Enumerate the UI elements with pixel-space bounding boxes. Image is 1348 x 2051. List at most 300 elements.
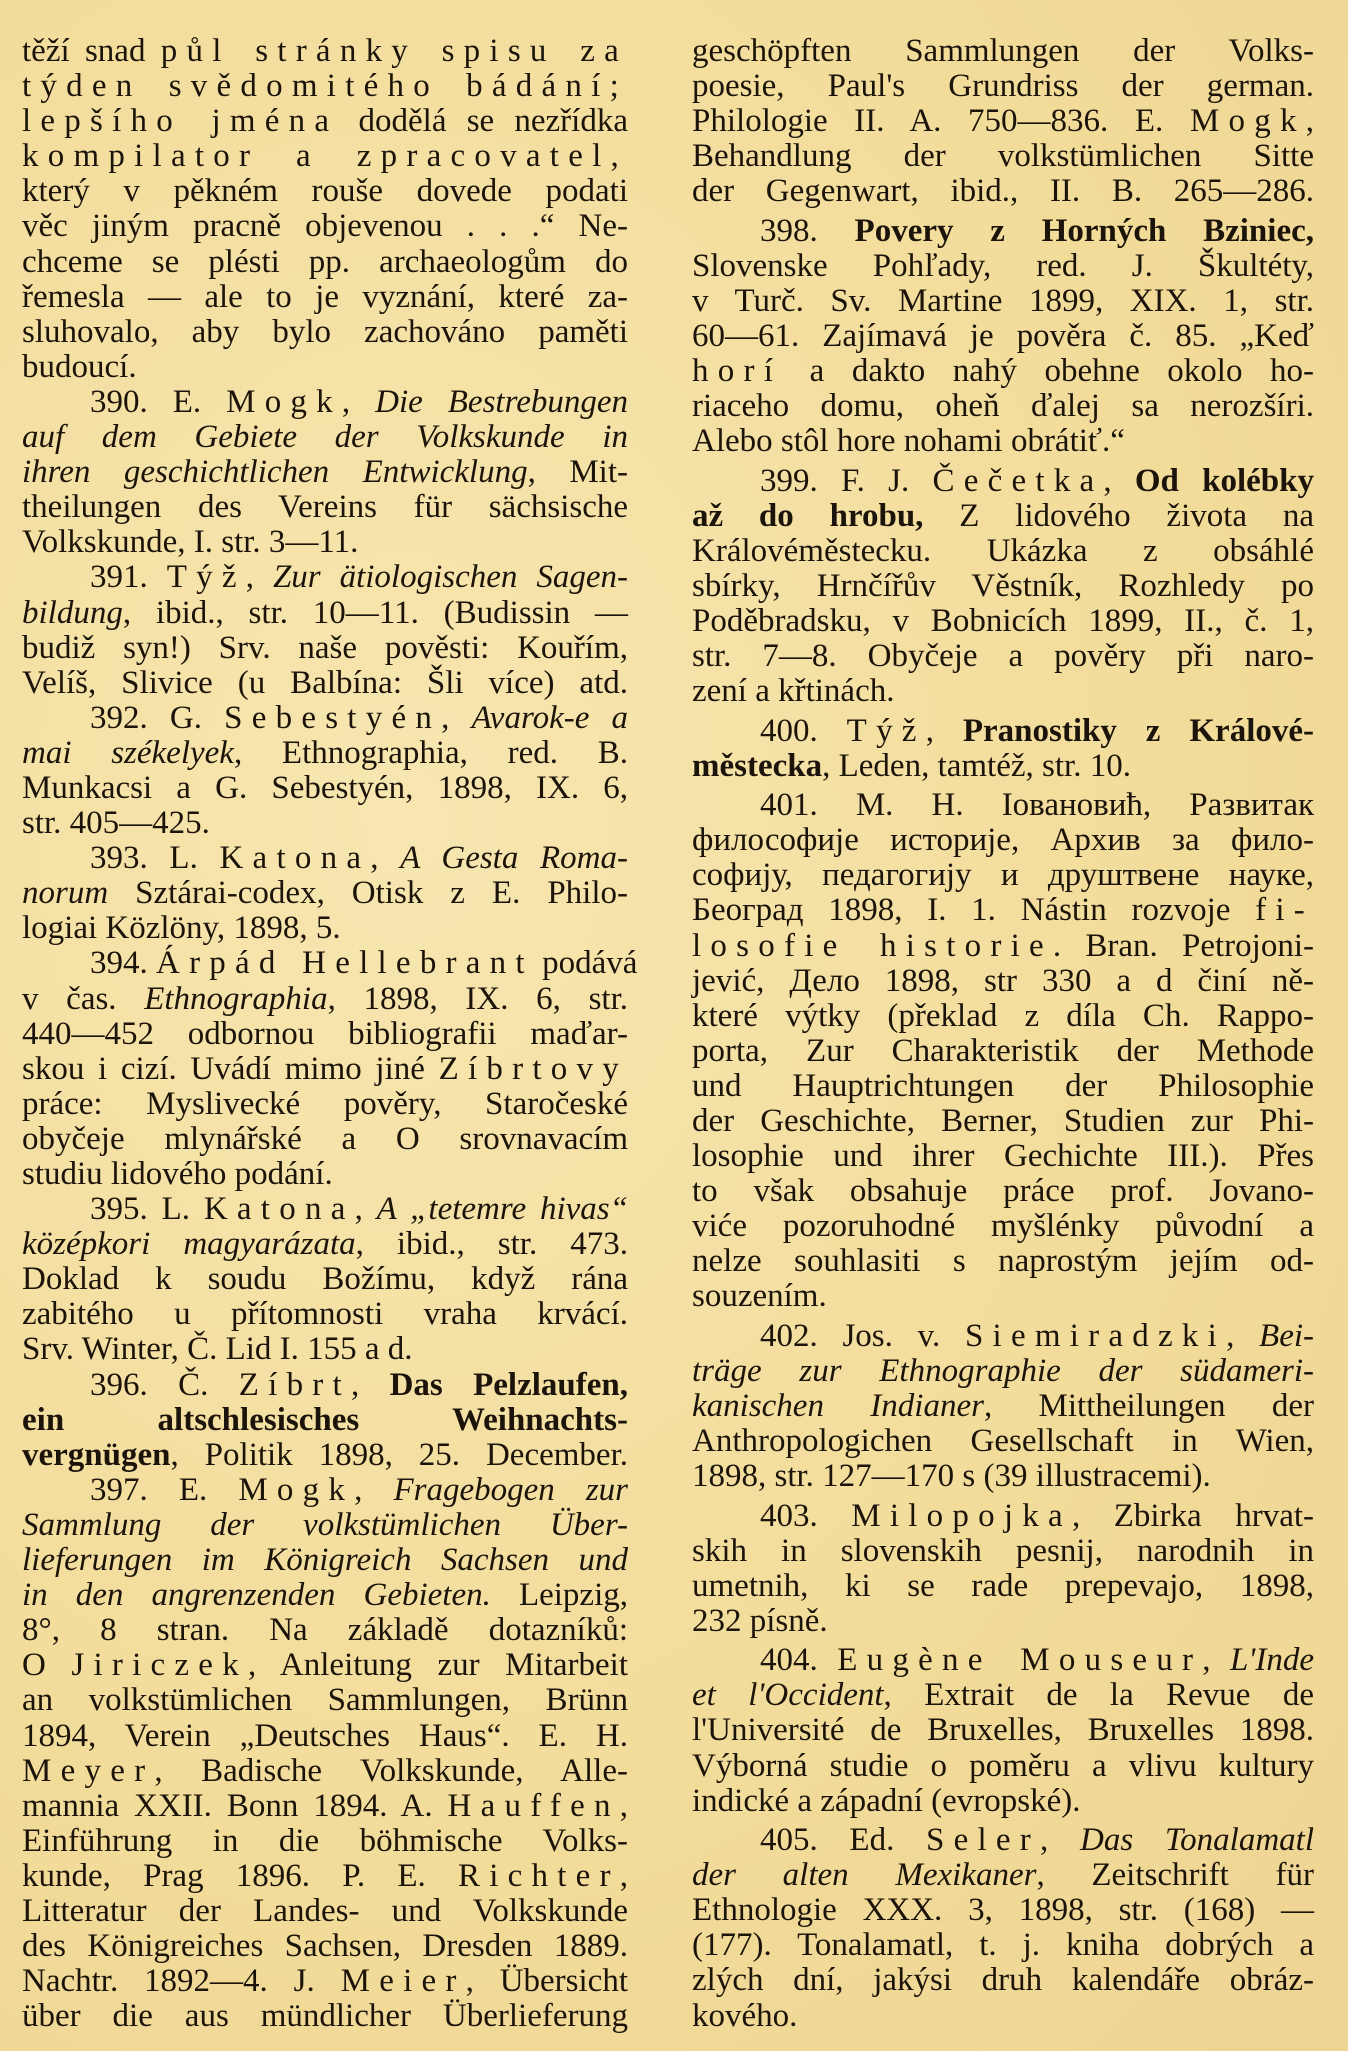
text-run: riaceho domu, oheň ďalej sa nerozšíri. (692, 388, 1314, 425)
text-run: , (441, 699, 472, 736)
text-line (22, 69, 628, 104)
text-run: a dakto nahý obehne okolo ho- (782, 353, 1314, 390)
text-line (692, 1389, 1314, 1424)
text-run: . Bran. Petrojoni- (1052, 927, 1315, 964)
text-line (692, 1858, 1314, 1893)
text-run: Behandlung der volkstümlichen Sitte (692, 138, 1314, 175)
text-line (692, 823, 1314, 858)
text-run: der Geschichte, Berner, Studien zur Phi- (692, 1103, 1314, 1139)
text-run: v čas. (22, 980, 145, 1017)
entry-first-line (22, 1368, 628, 1403)
italic-title: et l'Occident (692, 1677, 884, 1714)
bold-title: vergnügen (22, 1436, 171, 1473)
text-line (692, 174, 1314, 209)
text-run: zlých dní, jakýsi druh kalendáře obráz- (692, 1962, 1314, 1999)
text-line (22, 1929, 628, 1964)
text-line (22, 1508, 628, 1543)
text-line (22, 1438, 628, 1473)
text-line (692, 499, 1314, 534)
text-run: který v pěkném rouše dovede podati (22, 173, 628, 210)
bold-title: ein altschlesisches Weihnachts- (22, 1401, 628, 1438)
text-line (22, 1789, 628, 1824)
text-run: poesie, Paul's Grundriss der german. (692, 68, 1314, 105)
text-line (22, 1052, 628, 1087)
text-run: über die aus mündlicher Überlieferung (22, 1998, 628, 2035)
text-line (692, 964, 1314, 999)
italic-title: lieferungen im Königreich Sachsen und (22, 1542, 628, 1579)
text-run: , Leden, tamtéž, str. 10. (822, 747, 1131, 784)
text-line (692, 749, 1314, 784)
text-line (692, 1534, 1314, 1569)
entry-first-line (22, 1473, 628, 1508)
text-run: jević, Дело 1898, str 330 a d činí ně- (692, 962, 1314, 999)
text-run: které výtky (překlad z díla Ch. Rappo- (692, 997, 1314, 1034)
text-line (22, 1719, 628, 1754)
italic-title: mai székelyek (22, 734, 234, 771)
entry-first-line (692, 1823, 1314, 1858)
text-run: Slovenske Pohľady, red. J. Škultéty, (692, 247, 1314, 284)
italic-title: träge zur Ethnographie der südameri- (692, 1352, 1314, 1389)
bold-title: městecka (692, 747, 823, 784)
spaced-name: Zíbrtovy (438, 1050, 628, 1087)
text-run: 232 písně. (692, 1602, 828, 1639)
text-line (22, 350, 628, 385)
entry-first-line (22, 701, 628, 736)
spaced-name: fi- (1255, 892, 1314, 929)
text-run: sbírky, Hrnčířův Věstník, Rozhledy po (692, 568, 1314, 604)
spaced-name: Seler (926, 1822, 1041, 1859)
text-run: 400. (760, 712, 847, 749)
entry-first-line (692, 1643, 1314, 1678)
text-run: Alebo stôl hore nohami obrátiť.“ (692, 423, 1125, 460)
text-line (22, 1543, 628, 1578)
text-line (22, 1683, 628, 1718)
italic-title: Zur ätiologischen Sagen- (272, 559, 628, 596)
text-line (22, 911, 628, 946)
text-run: losophie und ihrer Gechichte III.). Přes (692, 1138, 1314, 1175)
text-line (692, 1749, 1314, 1784)
text-run: 399. F. J. (760, 462, 933, 499)
spaced-name: Katona (203, 1191, 355, 1228)
text-line (692, 424, 1314, 459)
text-run: práce: Myslivecké pověry, Staročeské (22, 1085, 628, 1122)
text-run: Srv. Winter, Č. Lid I. 155 a d. (22, 1331, 413, 1368)
spaced-name: Meyer (22, 1752, 155, 1789)
text-run: , Ethnographia, red. B. (233, 734, 628, 771)
text-line (22, 104, 628, 139)
text-line (22, 34, 628, 69)
text-run: Sztárai-codex, Otisk z E. Philo- (108, 875, 628, 912)
text-column-right (692, 34, 1314, 2034)
text-line (692, 1244, 1314, 1279)
text-line (22, 1613, 628, 1648)
spaced-name: Eugène Mouseur (837, 1642, 1203, 1679)
bold-title: Pranostiky z Králové- (962, 712, 1314, 749)
text-run: umetnih, ki se rade prepevajo, 1898, (692, 1567, 1314, 1604)
entry-first-line (692, 788, 1314, 823)
text-line (22, 490, 628, 525)
text-run: , (1305, 103, 1314, 140)
text-run: budoucí. (22, 348, 137, 385)
text-run: theilungen des Vereins für sächsische (22, 489, 628, 526)
text-run: , ibid., str. 10—11. (Budissin — (122, 594, 628, 631)
text-line (22, 1157, 628, 1192)
text-line (22, 771, 628, 806)
text-run: 401. M. H. Іовановић, Развитак (760, 787, 1314, 824)
text-run: 402. Jos. v. (760, 1317, 965, 1354)
entry-first-line (692, 1319, 1314, 1354)
text-line (692, 1678, 1314, 1713)
text-run: , Mit- (527, 454, 629, 491)
text-line (22, 1578, 628, 1613)
text-run: řemesla — ale to je vyznání, které za- (22, 278, 628, 315)
text-run: kunde, Prag 1896. P. E. (22, 1857, 458, 1894)
text-run: , 1898, IX. 6, str. (327, 980, 629, 1017)
text-run: budiž syn!) Srv. naše pověsti: Kouřím, (22, 629, 628, 666)
text-line (22, 315, 628, 350)
italic-title: ihren geschichtlichen Entwicklung (22, 454, 528, 491)
italic-title: norum (22, 875, 109, 912)
text-run: , ibid., str. 473. (355, 1226, 628, 1263)
text-run: Munkacsi a G. Sebestyén, 1898, IX. 6, (22, 769, 628, 806)
text-run: , (1040, 1822, 1080, 1859)
italic-title: in den angrenzenden Gebieten. (22, 1577, 491, 1614)
spaced-name: Týž (846, 712, 926, 749)
italic-title: auf dem Gebiete der Volkskunde in (22, 419, 628, 456)
text-line (692, 1034, 1314, 1069)
text-run: , (350, 1366, 390, 1403)
text-run: 390. E. (90, 383, 227, 420)
text-line (692, 1928, 1314, 1963)
text-run: Výborná studie o poměru a vlivu kultury (692, 1747, 1314, 1784)
text-line (22, 1087, 628, 1122)
text-run: Philologie II. A. 750—836. E. (692, 103, 1190, 140)
text-run: 403. (760, 1497, 852, 1534)
text-run: porta, Zur Charakteristik der Methode (692, 1032, 1314, 1069)
text-line (692, 319, 1314, 354)
text-run: Poděbradsku, v Bobnicích 1899, II., č. 1, (692, 603, 1314, 640)
text-run: 395. L. (90, 1191, 204, 1228)
spaced-name: Mogk (1189, 103, 1306, 140)
text-run: kového. (692, 1997, 798, 2034)
text-line (692, 139, 1314, 174)
text-line (692, 1604, 1314, 1639)
entry-first-line (22, 945, 638, 982)
entry-first-line (22, 560, 628, 595)
text-run: , (1226, 1317, 1260, 1354)
spaced-name: Jiriczek (71, 1647, 248, 1684)
text-run: , (1202, 1642, 1230, 1679)
text-line (692, 284, 1314, 319)
text-run: 404. (760, 1642, 838, 1679)
text-run: skih in slovenskih pesnij, narodnih in (692, 1532, 1314, 1569)
text-run: , (341, 383, 376, 420)
italic-title: középkori magyarázata (22, 1226, 356, 1263)
text-run: , Anleitung zur Mitarbeit (247, 1647, 628, 1684)
text-run: 394. (90, 945, 156, 982)
text-line (692, 1104, 1314, 1139)
spaced-name: Čečetka (932, 462, 1104, 499)
text-run: O (22, 1647, 72, 1684)
entry-first-line (692, 714, 1314, 749)
text-line (22, 1227, 628, 1262)
spaced-name: Siemiradzki (964, 1317, 1227, 1354)
text-run: skou i cizí. Uvádí mimo jiné (22, 1050, 439, 1087)
text-line (22, 982, 628, 1017)
text-run: , Extrait de la Revue de (883, 1677, 1314, 1714)
text-run: 392. G. (90, 699, 225, 736)
text-line (22, 209, 628, 244)
text-line (692, 1354, 1314, 1389)
text-line (692, 249, 1314, 284)
text-run: v Turč. Sv. Martine 1899, XIX. 1, str. (692, 282, 1314, 319)
text-line (22, 596, 628, 631)
text-run: mannia XXII. Bonn 1894. A. (22, 1787, 448, 1824)
entry-first-line (22, 1192, 628, 1227)
text-run: (177). Tonalamatl, t. j. kniha dobrých a (692, 1927, 1314, 1964)
text-line (692, 1713, 1314, 1748)
text-run: , (925, 712, 963, 749)
text-run: Volkskunde, I. str. 3—11. (22, 524, 359, 561)
text-run: der Gegenwart, ibid., II. B. 265—286. (692, 173, 1314, 210)
bold-title: Das Pelzlaufen, (389, 1366, 629, 1403)
text-run: , (619, 1787, 628, 1824)
spaced-name: kompilator a zpracovatel, (22, 138, 628, 175)
text-run: , Mittheilungen der (983, 1388, 1314, 1425)
text-line (692, 858, 1314, 893)
text-line (692, 1139, 1314, 1174)
spaced-name: Týž (166, 559, 246, 596)
text-run: Z lidového života na (923, 497, 1314, 534)
text-line (22, 876, 628, 911)
text-run: souzením. (692, 1278, 827, 1315)
italic-title: A „tetemre hivas“ (376, 1191, 628, 1228)
text-line (692, 999, 1314, 1034)
text-line (692, 1209, 1314, 1244)
text-run: dodělá se nezřídka (338, 103, 628, 140)
text-run: Nachtr. 1892—4. J. (22, 1963, 341, 2000)
text-line (22, 631, 628, 666)
spaced-name: Mogk (238, 1471, 355, 1508)
text-run: Velíš, Slivice (u Balbína: Šli více) atd. (22, 664, 628, 701)
spaced-name: týden svědomitého bádání; (22, 68, 628, 105)
spaced-name: Sebestyén (224, 699, 442, 736)
text-line (22, 1403, 628, 1438)
entry-first-line (22, 385, 628, 420)
italic-title: L'Inde (1229, 1642, 1314, 1679)
text-line (22, 1964, 628, 1999)
text-line (692, 69, 1314, 104)
text-line (692, 893, 1314, 928)
text-run: an volkstümlichen Sammlungen, Brünn (22, 1682, 628, 1719)
text-line (692, 1069, 1314, 1104)
text-run: str. 405—425. (22, 805, 210, 842)
text-run: obyčeje mlynářské a O srovnavacím (22, 1120, 628, 1157)
italic-title: der alten Mexikaner (692, 1857, 1037, 1894)
italic-title: A Gesta Roma- (400, 840, 628, 877)
text-line (692, 674, 1314, 709)
text-line (692, 534, 1314, 569)
text-run: , (619, 1857, 628, 1894)
text-run: , (354, 1471, 394, 1508)
text-run: , (370, 840, 401, 877)
text-line (22, 1859, 628, 1894)
text-run: l'Université de Bruxelles, Bruxelles 1898. (692, 1712, 1314, 1749)
spaced-name: Richter (457, 1857, 620, 1894)
text-run: , (354, 1191, 377, 1228)
text-line (692, 1784, 1314, 1819)
text-line (22, 736, 628, 771)
text-line (692, 569, 1314, 604)
text-run: und Hauptrichtungen der Philosophie (692, 1067, 1314, 1104)
text-run: , Übersicht (465, 1963, 629, 2000)
text-line (692, 1424, 1314, 1459)
text-line (692, 389, 1314, 424)
text-line (22, 806, 628, 841)
text-run: 8°, 8 stran. Na základě dotazníků: (22, 1612, 628, 1649)
text-run: to však obsahuje práce prof. Jovano- (692, 1173, 1314, 1210)
text-column-left (22, 33, 638, 2035)
text-line (692, 604, 1314, 639)
text-run: zení a křtinách. (692, 673, 895, 710)
text-run: indické a západní (evropské). (692, 1782, 1081, 1819)
text-run: Litteratur der Landes- und Volkskunde (22, 1892, 628, 1929)
spaced-name: Árpád Hellebrant (156, 945, 534, 982)
text-run: , Politik 1898, 25. December. (170, 1436, 628, 1473)
text-run: Београд 1898, I. 1. Nástin rozvoje (692, 892, 1256, 929)
text-line (692, 929, 1314, 964)
text-line (22, 1894, 628, 1929)
text-line (692, 1893, 1314, 1928)
italic-title: Ethnographia (144, 980, 328, 1017)
text-run: , Zbirka hrvat- (1071, 1497, 1314, 1534)
text-run: zabitého u přítomnosti vraha krvácí. (22, 1296, 628, 1333)
italic-title: Sammlung der volkstümlichen Über- (22, 1506, 628, 1543)
text-run: 405. Ed. (760, 1822, 927, 1859)
text-line (692, 1459, 1314, 1494)
italic-title: Die Bestrebungen (375, 383, 629, 420)
text-line (22, 1824, 628, 1859)
text-run: geschöpften Sammlungen der Volks- (692, 33, 1314, 69)
spaced-name: lepšího jména (22, 103, 339, 140)
spaced-name: losofie historie (692, 927, 1053, 964)
text-line (692, 1174, 1314, 1209)
text-run: studiu lidového podání. (22, 1156, 333, 1192)
text-run: Leipzig, (490, 1577, 628, 1614)
text-line (22, 1122, 628, 1157)
text-run: des Königreiches Sachsen, Dresden 1889. (22, 1928, 628, 1965)
text-run: logiai Közlöny, 1898, 5. (22, 910, 341, 947)
text-line (692, 1999, 1314, 2034)
text-line (692, 34, 1314, 69)
text-line (22, 245, 628, 280)
spaced-name: Meier (340, 1963, 466, 2000)
text-run: 398. (760, 212, 855, 249)
text-line (692, 1279, 1314, 1314)
text-line (22, 139, 628, 174)
text-run: , (245, 559, 273, 596)
text-run: , Zeitschrift für (1036, 1857, 1314, 1894)
bold-title: Od kolébky (1134, 462, 1314, 499)
text-run: софију, педагогију и друштвене науке, (692, 857, 1314, 894)
entry-first-line (692, 214, 1314, 249)
text-line (22, 280, 628, 315)
entry-first-line (692, 1499, 1314, 1534)
spaced-name: půl stránky spisu za (160, 33, 628, 69)
spaced-name: Mogk (226, 383, 342, 420)
text-run: sluhovalo, aby bylo zachováno paměti (22, 313, 628, 350)
text-run: Doklad k soudu Božímu, když rána (22, 1261, 628, 1298)
text-run: Královéměstecku. Ukázka z obsáhlé (692, 532, 1314, 569)
text-line (692, 1569, 1314, 1604)
spaced-name: Hauffen (447, 1787, 620, 1824)
italic-title: bildung (22, 594, 123, 631)
text-run: 440—452 odbornou bibliografii maďar- (22, 1015, 628, 1052)
text-run: Anthropologichen Gesellschaft in Wien, (692, 1423, 1314, 1460)
text-line (692, 104, 1314, 139)
text-line (22, 1017, 628, 1052)
text-run: nelze souhlasiti s naprostým jejím od- (692, 1243, 1314, 1280)
italic-title: Fragebogen zur (393, 1471, 629, 1508)
text-run: 1894, Verein „Deutsches Haus“. E. H. (22, 1717, 628, 1754)
text-line (22, 455, 628, 490)
text-line (22, 525, 628, 560)
text-run: , (1103, 462, 1135, 499)
text-line (22, 1262, 628, 1297)
text-line (22, 1648, 628, 1683)
text-run: věc jiným pracně objevenou . . .“ Ne- (22, 208, 628, 245)
text-line (692, 639, 1314, 674)
text-run: 397. E. (90, 1471, 239, 1508)
text-run: 391. (90, 559, 167, 596)
spaced-name: horí (692, 353, 783, 390)
text-line (22, 1297, 628, 1332)
text-line (22, 174, 628, 209)
bold-title: Povery z Horných Bziniec, (854, 212, 1314, 249)
text-line (22, 666, 628, 701)
text-line (22, 1332, 628, 1367)
spaced-name: Zíbrt (238, 1366, 351, 1403)
italic-title: Bei- (1259, 1317, 1314, 1354)
spaced-name: Milopojka (851, 1497, 1072, 1534)
text-run: chceme se plésti pp. archaeologům do (22, 243, 628, 280)
italic-title: Avarok-e a (471, 699, 628, 736)
text-run: 60—61. Zajímavá je pověra č. 85. „Keď (692, 318, 1314, 355)
text-run: viće pozoruhodné myšlénky původní a (692, 1208, 1314, 1245)
text-run: 396. Č. (90, 1366, 239, 1403)
text-line (22, 1754, 628, 1789)
italic-title: kanischen Indianer (692, 1388, 984, 1425)
italic-title: Das Tonalamatl (1079, 1822, 1314, 1859)
text-run: Einführung in die böhmische Volks- (22, 1822, 628, 1859)
text-run: str. 7—8. Obyčeje a pověry při naro- (692, 638, 1314, 675)
text-run: těží snad (22, 33, 161, 69)
text-run: философије историје, Архив за фило- (692, 822, 1314, 859)
entry-first-line (22, 841, 628, 876)
entry-first-line (692, 464, 1314, 499)
text-line (692, 1963, 1314, 1998)
bold-title: až do hrobu, (692, 497, 924, 534)
text-run: Ethnologie XXX. 3, 1898, str. (168) — (692, 1892, 1314, 1929)
text-run: 1898, str. 127—170 s (39 illustracemi). (692, 1458, 1211, 1495)
text-line (22, 420, 628, 455)
text-line (692, 354, 1314, 389)
text-run: , Badische Volkskunde, Alle- (154, 1752, 628, 1789)
text-run: 393. L. (90, 840, 220, 877)
text-run: podává (533, 945, 638, 982)
text-line (22, 1999, 628, 2034)
spaced-name: Katona (219, 840, 371, 877)
